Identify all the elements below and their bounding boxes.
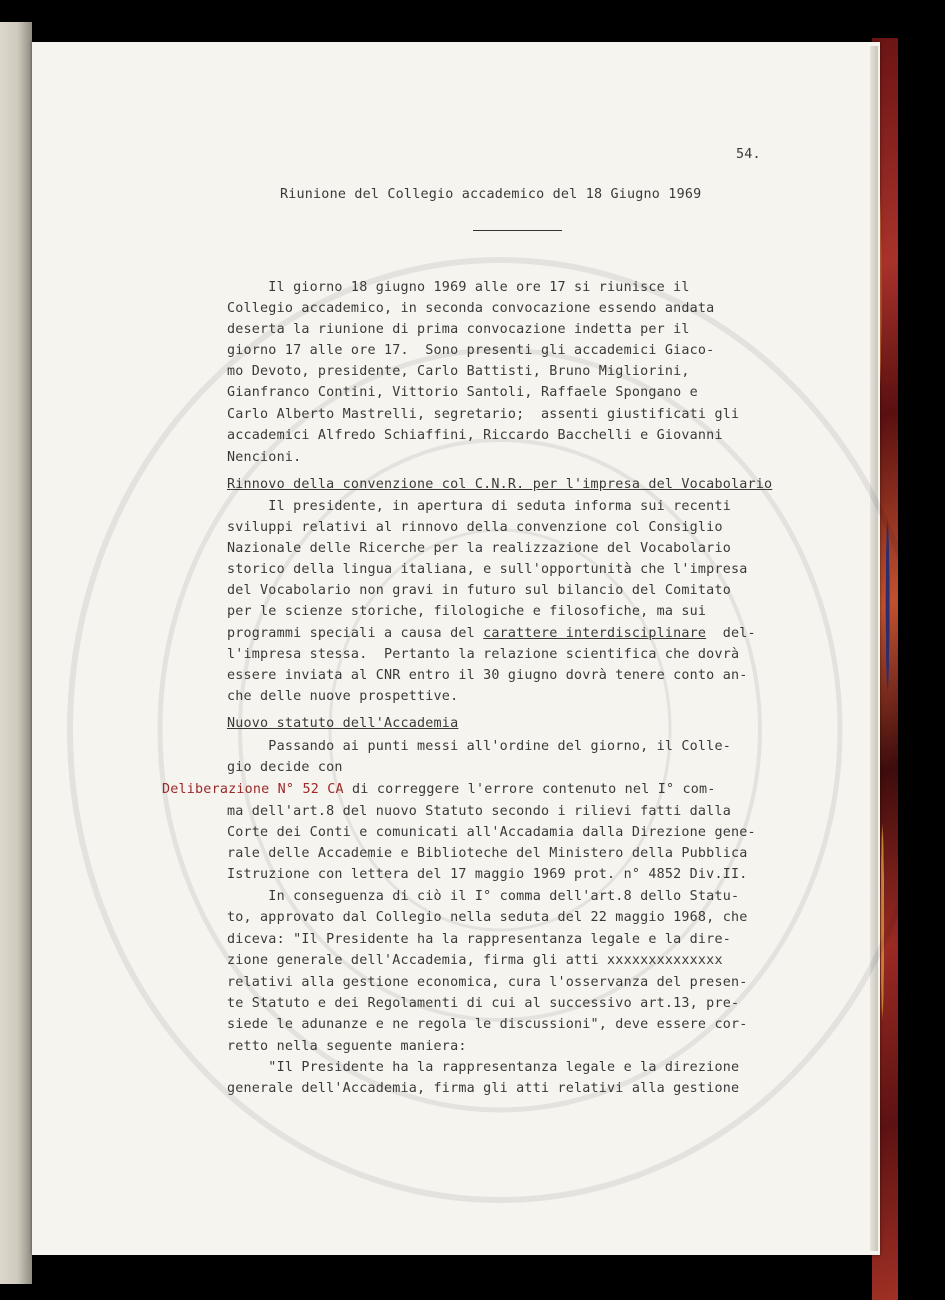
section-heading-cnr: Rinnovo della convenzione col C.N.R. per l'impresa del Vocabolario [227, 477, 773, 492]
section1-line: essere inviata al CNR entro il 30 giugno dovrà tenere conto an- [227, 668, 748, 683]
section2-line: zione generale dell'Accademia, firma gli atti xxxxxxxxxxxxxx [227, 953, 723, 968]
interdisciplinary-underlined: carattere interdisciplinare [483, 626, 707, 641]
deliberation-label: Deliberazione N° 52 CA [162, 782, 344, 797]
intro-line: giorno 17 alle ore 17. Sono presenti gli accademici Giaco- [227, 343, 715, 358]
section2-line: siede le adunanze e ne regola le discussioni", deve essere cor- [227, 1017, 748, 1032]
intro-line: Gianfranco Contini, Vittorio Santoli, Raffaele Spongano e [227, 385, 698, 400]
deliberation-line [162, 779, 716, 800]
section2-line: diceva: "Il Presidente ha la rappresentanza legale e la dire- [227, 932, 731, 947]
section1-line: Nazionale delle Ricerche per la realizzazione del Vocabolario [227, 541, 731, 556]
special-line-suffix: del- [706, 626, 756, 641]
page-stack-edge [870, 46, 878, 1251]
section2-line: rale delle Accademie e Biblioteche del Ministero della Pubblica [227, 846, 748, 861]
page-number: 54. [736, 147, 761, 162]
special-line-prefix: programmi speciali a causa del [227, 626, 484, 641]
section2-line: to, approvato dal Collegio nella seduta del 22 maggio 1968, che [227, 910, 748, 925]
deliberation-text: di correggere l'errore contenuto nel I° com- [343, 782, 716, 797]
previous-page-edge [0, 22, 32, 1284]
intro-line: Nencioni. [227, 450, 302, 465]
section1-line: del Vocabolario non gravi in futuro sul bilancio del Comitato [227, 583, 731, 598]
intro-line: mo Devoto, presidente, Carlo Battisti, Bruno Migliorini, [227, 364, 690, 379]
section2-line: Corte dei Conti e comunicati all'Accadamia dalla Direzione gene- [227, 825, 756, 840]
intro-line: Collegio accademico, in seconda convocazione essendo andata [227, 301, 715, 316]
intro-line: Il giorno 18 giugno 1969 alle ore 17 si riunisce il [227, 280, 690, 295]
section1-line: sviluppi relativi al rinnovo della convenzione col Consiglio [227, 520, 723, 535]
section2-line: relativi alla gestione economica, cura l'osservanza del presen- [227, 975, 748, 990]
section1-line: per le scienze storiche, filologiche e filosofiche, ma sui [227, 604, 707, 619]
section2-line: gio decide con [227, 760, 343, 775]
intro-line: deserta la riunione di prima convocazione indetta per il [227, 322, 690, 337]
section2-line: te Statuto e dei Regolamenti di cui al successivo art.13, pre- [227, 996, 740, 1011]
section-heading-statute: Nuovo statuto dell'Accademia [227, 716, 459, 731]
section2-line: retto nella seguente maniera: [227, 1039, 467, 1054]
section2-line: "Il Presidente ha la rappresentanza legale e la direzione [227, 1060, 740, 1075]
section1-line: che delle nuove prospettive. [227, 689, 459, 704]
section2-line: In conseguenza di ciò il I° comma dell'art.8 dello Statu- [227, 889, 740, 904]
section2-line: Istruzione con lettera del 17 maggio 1969 prot. n° 4852 Div.II. [227, 867, 748, 882]
section1-line: storico della lingua italiana, e sull'opportunità che l'impresa [227, 562, 748, 577]
intro-line: accademici Alfredo Schiaffini, Riccardo Bacchelli e Giovanni [227, 428, 723, 443]
section2-line: Passando ai punti messi all'ordine del giorno, il Colle- [227, 739, 731, 754]
section2-line: ma dell'art.8 del nuovo Statuto secondo i rilievi fatti dalla [227, 804, 731, 819]
intro-line: Carlo Alberto Mastrelli, segretario; assenti giustificati gli [227, 407, 740, 422]
section1-special-line [227, 623, 756, 644]
section1-line: l'impresa stessa. Pertanto la relazione scientifica che dovrà [227, 647, 740, 662]
section1-line: Il presidente, in apertura di seduta informa sui recenti [227, 499, 731, 514]
title-underline-rule [473, 230, 562, 231]
page-title: Riunione del Collegio accademico del 18 Giugno 1969 [280, 187, 702, 202]
section2-line: generale dell'Accademia, firma gli atti relativi alla gestione [227, 1081, 740, 1096]
